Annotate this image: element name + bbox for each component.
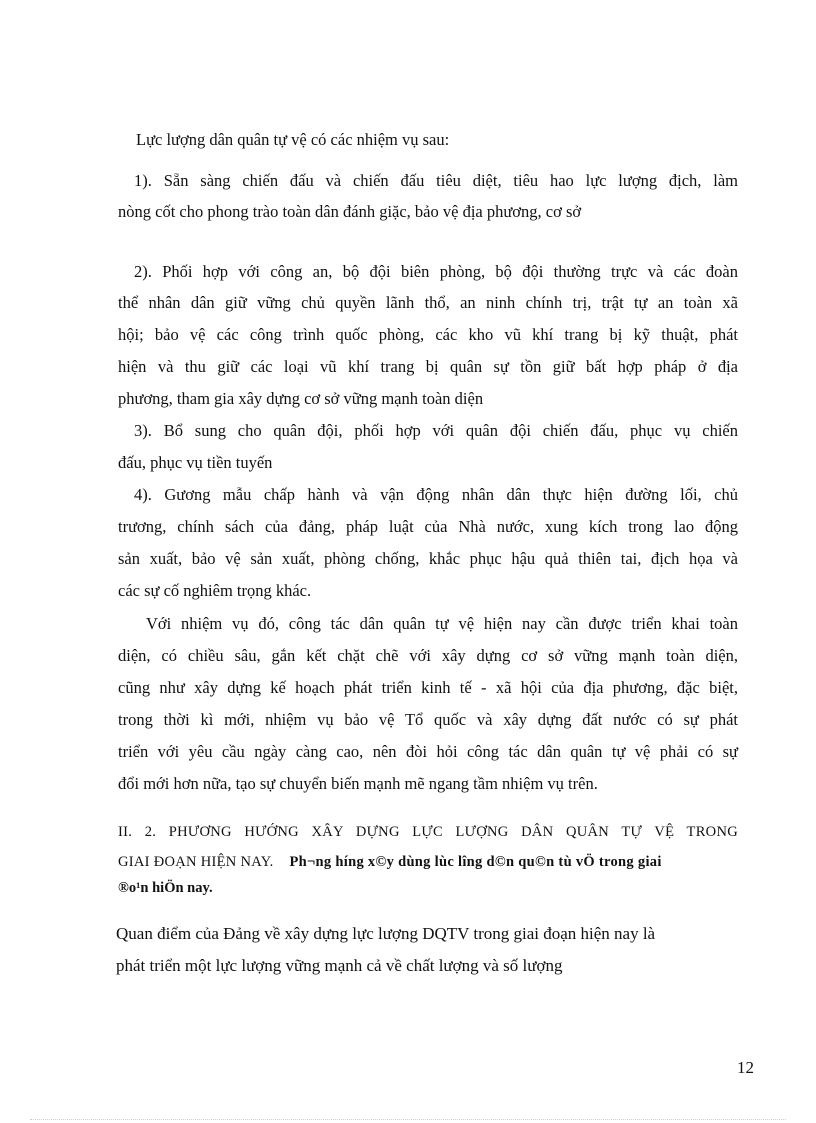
item4-line-4: các sự cố nghiêm trọng khác. (118, 581, 312, 600)
paragraph-line-6: đổi mới hơn nữa, tạo sự chuyển biến mạnh mẽ ngang tầm nhiệm vụ trên. (118, 774, 598, 793)
paragraph-line-4: trong thời kì mới, nhiệm vụ bảo vệ Tổ quốc và xây dựng đất nước có sự phát (118, 710, 738, 729)
paragraph-line-5: triển với yêu cầu ngày càng cao, nên đòi hỏi công tác dân quân tự vệ phải có sự (118, 742, 738, 761)
section-heading-line-3: ®o¹n hiÖn nay. (118, 880, 213, 896)
item4-line-2: trương, chính sách của đảng, pháp luật của Nhà nước, xung kích trong lao động (118, 517, 738, 536)
item3-line-2: đấu, phục vụ tiền tuyến (118, 453, 273, 472)
item2-line-5: phương, tham gia xây dựng cơ sở vững mạnh toàn diện (118, 389, 484, 408)
item4-line-1: 4). Gương mẫu chấp hành và vận động nhân dân thực hiện đường lối, chủ (134, 485, 738, 504)
item1-line-1: 1). Sẵn sàng chiến đấu và chiến đấu tiêu diệt, tiêu hao lực lượng địch, làm (134, 171, 738, 190)
conclusion-line-2: phát triển một lực lượng vững mạnh cả về chất lượng và số lượng (116, 956, 563, 975)
item3-line-1: 3). Bổ sung cho quân đội, phối hợp với quân đội chiến đấu, phục vụ chiến (134, 421, 738, 440)
intro-line: Lực lượng dân quân tự vệ có các nhiệm vụ sau: (136, 130, 450, 149)
paragraph-line-2: diện, có chiều sâu, gắn kết chặt chẽ với xây dựng cơ sở vững mạnh toàn diện, (118, 646, 738, 665)
section-heading-line-2 (118, 852, 738, 872)
paragraph-line-1: Với nhiệm vụ đó, công tác dân quân tự vệ hiện nay cần được triển khai toàn (146, 614, 738, 633)
item2-line-4: hiện và thu giữ các loại vũ khí trang bị quân sự tồn giữ bất hợp pháp ở địa (118, 357, 738, 376)
item4-line-3: sản xuất, bảo vệ sản xuất, phòng chống, khắc phục hậu quả thiên tai, địch họa và (118, 549, 738, 568)
page-bottom-divider (30, 1119, 786, 1120)
conclusion-line-1: Quan điểm của Đảng về xây dựng lực lượng DQTV trong giai đoạn hiện nay là (116, 924, 656, 943)
item1-line-2: nòng cốt cho phong trào toàn dân đánh giặc, bảo vệ địa phương, cơ sở (118, 202, 582, 221)
page-number: 12 (737, 1058, 754, 1077)
section-heading-line-1: II. 2. PHƯƠNG HƯỚNG XÂY DỰNG LỰC LƯỢNG DÂN QUÂN TỰ VỆ TRONG (118, 824, 738, 840)
item2-line-1: 2). Phối hợp với công an, bộ đội biên phòng, bộ đội thường trực và các đoàn (134, 262, 738, 281)
item2-line-3: hội; bảo vệ các công trình quốc phòng, các kho vũ khí trang bị kỹ thuật, phát (118, 325, 738, 344)
section-heading-title-end: GIAI ĐOẠN HIỆN NAY. (118, 854, 274, 870)
paragraph-line-3: cũng như xây dựng kế hoạch phát triển kinh tế - xã hội của địa phương, đặc biệt, (118, 678, 738, 697)
section-heading-encoded-text: Ph¬ng híng x©y dùng lùc lîng d©n qu©n tù vÖ trong giai (289, 854, 662, 870)
item2-line-2: thể nhân dân giữ vững chủ quyền lãnh thổ, an ninh chính trị, trật tự an toàn xã (118, 293, 738, 312)
